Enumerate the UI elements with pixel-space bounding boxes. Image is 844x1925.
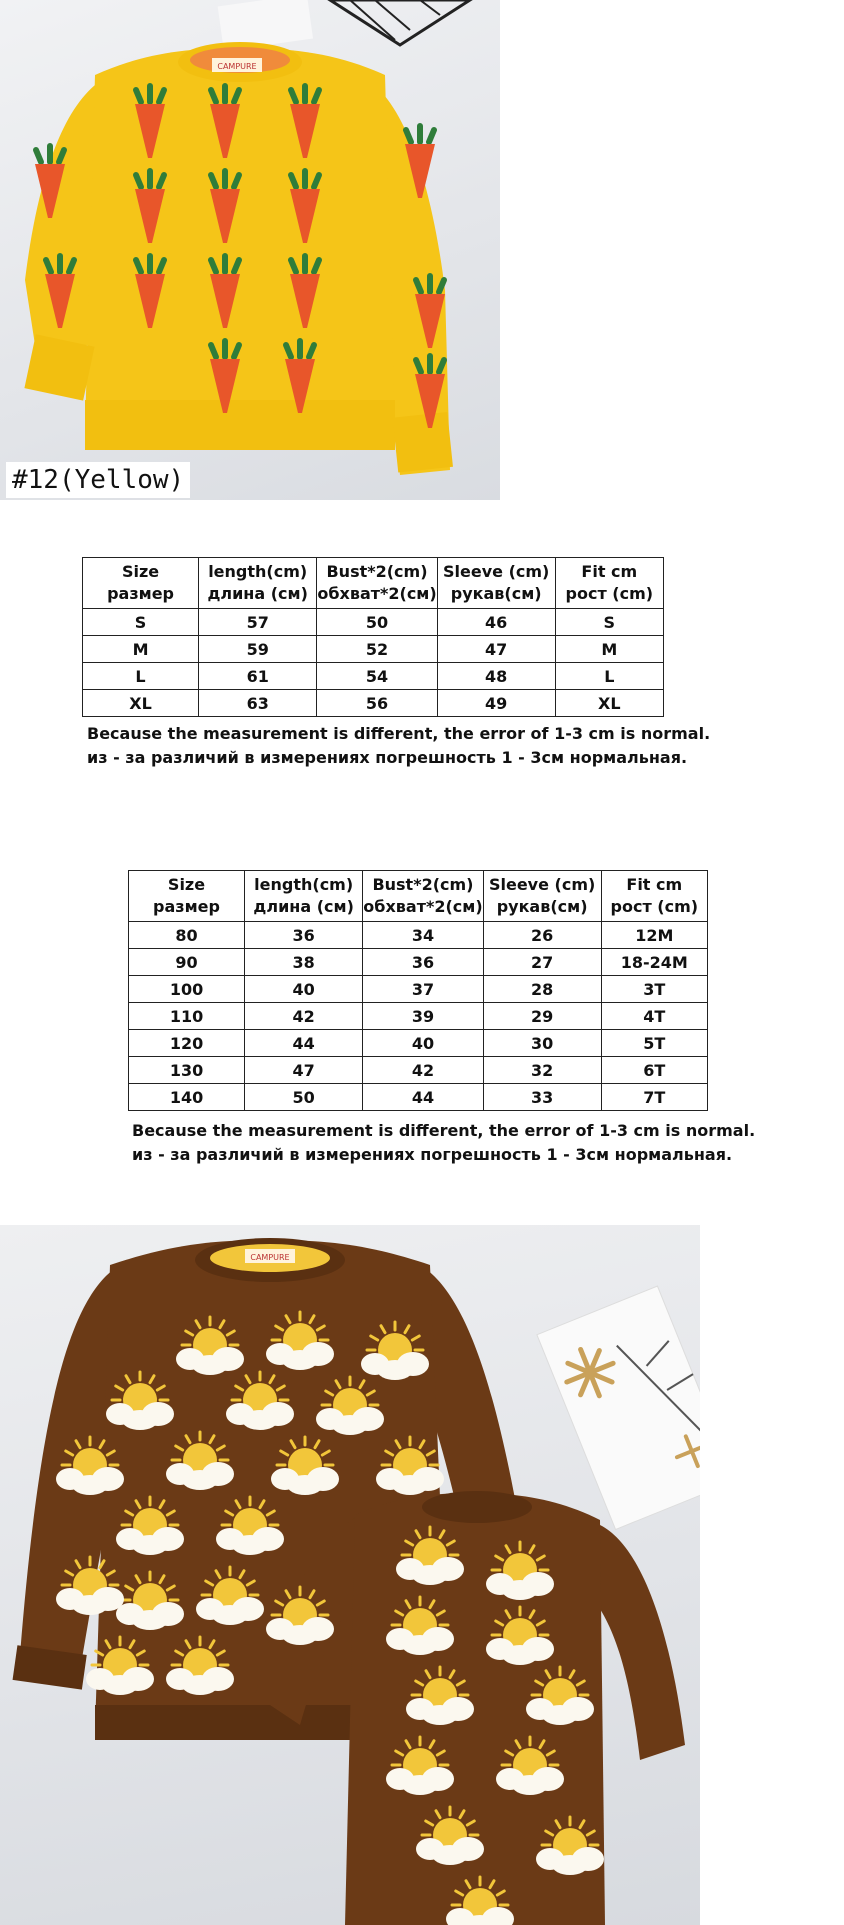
note-english: Because the measurement is different, the error of 1-3 cm is normal. <box>87 724 711 743</box>
table-row <box>129 949 708 976</box>
cell: 3T <box>601 976 707 1003</box>
cell: 48 <box>437 663 555 690</box>
note-russian: из - за различий в измерениях погрешность 1 - 3см нормальная. <box>87 748 688 767</box>
cell: 18-24M <box>601 949 707 976</box>
table-row <box>83 663 664 690</box>
table-row <box>129 1003 708 1030</box>
cell: 120 <box>129 1030 245 1057</box>
cell: 50 <box>317 609 437 636</box>
cell: 26 <box>483 922 601 949</box>
cell: 61 <box>199 663 317 690</box>
table-row <box>129 1057 708 1084</box>
cell: 44 <box>245 1030 363 1057</box>
cell: 6T <box>601 1057 707 1084</box>
table-row <box>83 690 664 717</box>
kids-measurement-note <box>132 1119 755 1167</box>
cell: 100 <box>129 976 245 1003</box>
header-size: Size размер <box>129 871 245 922</box>
cell: 110 <box>129 1003 245 1030</box>
table-header-row <box>129 871 708 922</box>
cell: 44 <box>363 1084 483 1111</box>
snowflake-card-prop <box>537 1286 700 1529</box>
cell: 47 <box>245 1057 363 1084</box>
header-bust: Bust*2(cm) обхват*2(см) <box>317 558 437 609</box>
table-row <box>129 976 708 1003</box>
cell: 33 <box>483 1084 601 1111</box>
header-sleeve: Sleeve (cm) рукав(см) <box>483 871 601 922</box>
brown-sun-cloud-sweaters-image <box>0 1225 700 1925</box>
cell: 54 <box>317 663 437 690</box>
product-photo-yellow-sweater <box>0 0 500 500</box>
cell: 46 <box>437 609 555 636</box>
cell: 5T <box>601 1030 707 1057</box>
cell: L <box>83 663 199 690</box>
cell: 29 <box>483 1003 601 1030</box>
cell: 34 <box>363 922 483 949</box>
cell: 40 <box>363 1030 483 1057</box>
table-row <box>129 922 708 949</box>
cell: 30 <box>483 1030 601 1057</box>
brand-label-text: CAMPURE <box>217 62 257 71</box>
cell: 37 <box>363 976 483 1003</box>
cell: 80 <box>129 922 245 949</box>
cell: 28 <box>483 976 601 1003</box>
cell: 140 <box>129 1084 245 1111</box>
cell: 36 <box>245 922 363 949</box>
kids-size-table <box>128 870 708 1111</box>
cell: S <box>83 609 199 636</box>
cell: 50 <box>245 1084 363 1111</box>
note-english: Because the measurement is different, the error of 1-3 cm is normal. <box>132 1121 756 1140</box>
cell: XL <box>555 690 663 717</box>
header-length: length(cm) длина (см) <box>245 871 363 922</box>
cell: 32 <box>483 1057 601 1084</box>
cell: 130 <box>129 1057 245 1084</box>
cell: 42 <box>363 1057 483 1084</box>
cell: 52 <box>317 636 437 663</box>
table-row <box>129 1030 708 1057</box>
table-header-row <box>83 558 664 609</box>
cell: XL <box>83 690 199 717</box>
header-fit: Fit cm рост (cm) <box>601 871 707 922</box>
cell: 4T <box>601 1003 707 1030</box>
yellow-carrot-sweater-image <box>0 0 500 500</box>
adult-size-table <box>82 557 664 717</box>
cell: 63 <box>199 690 317 717</box>
color-caption: #12(Yellow) <box>6 462 190 498</box>
cell: 7T <box>601 1084 707 1111</box>
cell: 42 <box>245 1003 363 1030</box>
header-sleeve: Sleeve (cm) рукав(см) <box>437 558 555 609</box>
cell: 39 <box>363 1003 483 1030</box>
header-bust: Bust*2(cm) обхват*2(см) <box>363 871 483 922</box>
table-row <box>83 609 664 636</box>
table-row <box>129 1084 708 1111</box>
header-fit: Fit cm рост (cm) <box>555 558 663 609</box>
table-row <box>83 636 664 663</box>
cell: 57 <box>199 609 317 636</box>
cell: 12M <box>601 922 707 949</box>
note-russian: из - за различий в измерениях погрешность 1 - 3см нормальная. <box>132 1145 733 1164</box>
product-photo-brown-sweaters <box>0 1225 700 1925</box>
cell: 47 <box>437 636 555 663</box>
adult-measurement-note <box>87 722 710 770</box>
cell: 59 <box>199 636 317 663</box>
cell: 56 <box>317 690 437 717</box>
cell: S <box>555 609 663 636</box>
cell: M <box>83 636 199 663</box>
cell: 27 <box>483 949 601 976</box>
header-size: Size размер <box>83 558 199 609</box>
cell: 38 <box>245 949 363 976</box>
cell: 40 <box>245 976 363 1003</box>
cell: M <box>555 636 663 663</box>
cell: L <box>555 663 663 690</box>
cell: 90 <box>129 949 245 976</box>
header-length: length(cm) длина (см) <box>199 558 317 609</box>
brand-label-text: CAMPURE <box>250 1253 290 1262</box>
cell: 49 <box>437 690 555 717</box>
cell: 36 <box>363 949 483 976</box>
